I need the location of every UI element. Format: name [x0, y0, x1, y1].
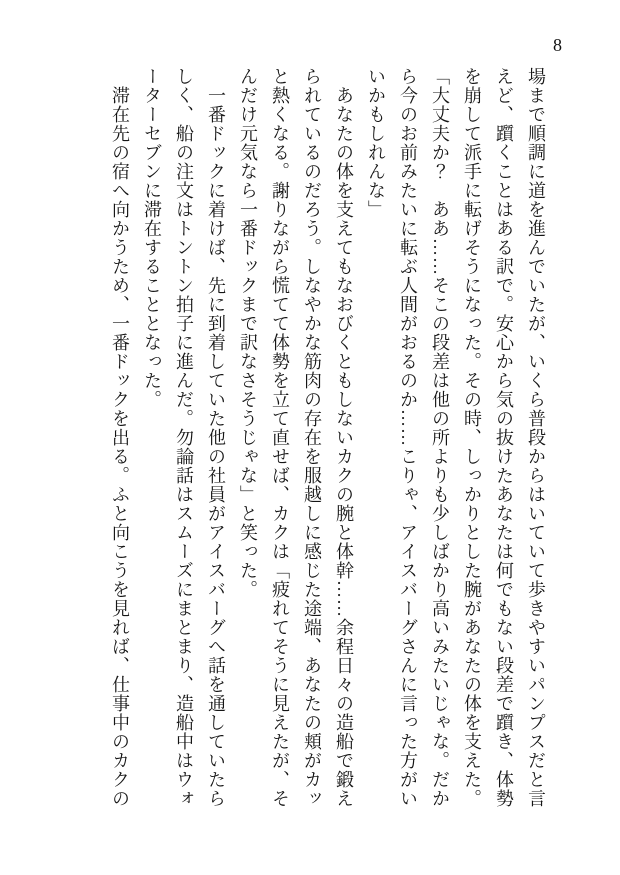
text-line: いかもしれんな」	[366, 67, 386, 219]
text-line: を崩して派手に転げそうになった。その時、しっかりとした腕があなたの体を支えた。	[462, 67, 482, 808]
text-line: えど、躓くことはある訳で。安心から気の抜けたあなたは何でもない段差で躓き、体勢	[494, 67, 514, 808]
text-line: ーターセブンに滞在することとなった。	[142, 67, 162, 409]
text-line: 「大丈夫か？ ああ……そこの段差は他の所よりも少しばかり高いみたいじゃな。だか	[430, 67, 450, 808]
text-line: ら今のお前みたいに転ぶ人間がおるのか……こりゃ、アイスバーグさんに言った方がい	[398, 67, 418, 808]
text-line: 一番ドックに着けば、先に到着していた他の社員がアイスバーグへ話を通していたら	[206, 67, 226, 808]
text-line: あなたの体を支えてもなおびくともしないカクの腕と体幹……余程日々の造船で鍛え	[334, 67, 354, 808]
text-line: られているのだろう。しなやかな筋肉の存在を服越しに感じた途端、あなたの頬がカッ	[302, 67, 322, 808]
page-text	[104, 67, 552, 807]
text-line: んだけ元気なら一番ドックまで訳なさそうじゃな」と笑った。	[238, 67, 258, 599]
page-number: 8	[553, 35, 562, 55]
text-line: しく、船の注文はトントン拍子に進んだ。勿論話はスムーズにまとまり、造船中はウォ	[174, 67, 194, 808]
text-line: と熱くなる。謝りながら慌てて体勢を立て直せば、カクは「疲れてそうに見えたが、そ	[270, 67, 290, 808]
text-line: 場まで順調に道を進んでいたが、いくら普段からはいていて歩きやすいパンプスだと言	[526, 67, 546, 808]
text-line: 滞在先の宿へ向かうため、一番ドックを出る。ふと向こうを見れば、仕事中のカクの	[110, 67, 130, 808]
